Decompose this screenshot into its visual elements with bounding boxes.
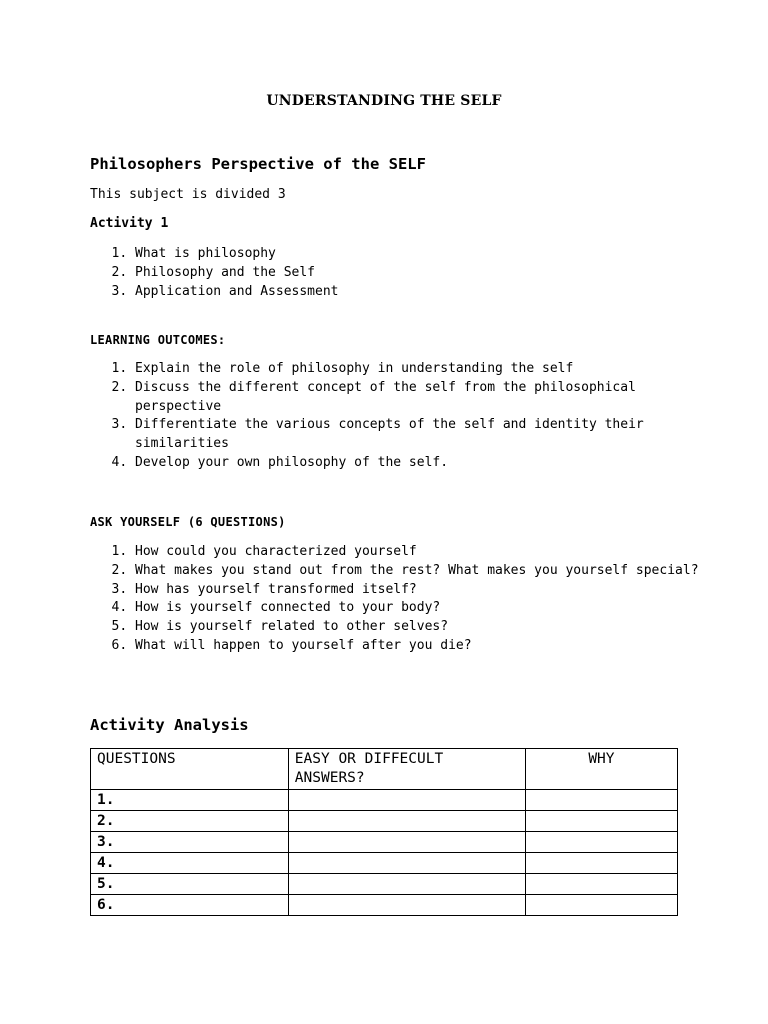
list-item: 4. How is yourself connected to your body? [135,599,725,618]
list-item: 3. Differentiate the various concepts of the self and identity their similarities [135,416,725,454]
column-header-why: WHY [525,749,677,790]
table-cell-number: 2. [91,811,289,832]
table-cell-why[interactable] [525,790,677,811]
table-cell-why[interactable] [525,895,677,916]
table-cell-answer[interactable] [288,811,525,832]
table-row [91,811,678,832]
column-header-questions: QUESTIONS [91,749,289,790]
table-row [91,895,678,916]
table-cell-why[interactable] [525,811,677,832]
activity-list [90,245,725,301]
list-item: 2. Discuss the different concept of the self from the philosophical perspective [135,379,725,417]
list-item: 5. How is yourself related to other selves? [135,618,725,637]
table-cell-number: 1. [91,790,289,811]
intro-text: This subject is divided 3 [90,187,286,202]
table-row [91,790,678,811]
table-cell-number: 4. [91,853,289,874]
list-item: 3. How has yourself transformed itself? [135,581,725,600]
table-row [91,832,678,853]
learning-outcomes-list [90,360,725,473]
list-item: 3. Application and Assessment [135,283,725,302]
section-heading: Philosophers Perspective of the SELF [90,155,426,173]
table-cell-answer[interactable] [288,853,525,874]
table-cell-answer[interactable] [288,832,525,853]
table-cell-number: 5. [91,874,289,895]
activity-analysis-table [90,748,678,916]
table-header-row [91,749,678,790]
column-header-difficulty: EASY OR DIFFECULT ANSWERS? [288,749,525,790]
list-item: 4. Develop your own philosophy of the self. [135,454,725,473]
table-cell-why[interactable] [525,832,677,853]
table-cell-number: 3. [91,832,289,853]
table-cell-why[interactable] [525,853,677,874]
table-cell-why[interactable] [525,874,677,895]
activity-analysis-heading: Activity Analysis [90,716,249,734]
table-cell-number: 6. [91,895,289,916]
table-cell-answer[interactable] [288,895,525,916]
learning-outcomes-heading: LEARNING OUTCOMES: [90,333,226,347]
table-row [91,874,678,895]
table-row [91,853,678,874]
table-cell-answer[interactable] [288,790,525,811]
ask-yourself-heading: ASK YOURSELF (6 QUESTIONS) [90,515,286,529]
list-item: 1. How could you characterized yourself [135,543,725,562]
list-item: 2. Philosophy and the Self [135,264,725,283]
table-cell-answer[interactable] [288,874,525,895]
activity-label: Activity 1 [90,216,169,231]
list-item: 6. What will happen to yourself after you die? [135,637,725,656]
document-title: UNDERSTANDING THE SELF [266,93,502,109]
list-item: 1. Explain the role of philosophy in understanding the self [135,360,725,379]
ask-yourself-list [90,543,725,656]
list-item: 1. What is philosophy [135,245,725,264]
list-item: 2. What makes you stand out from the rest? What makes you yourself special? [135,562,725,581]
